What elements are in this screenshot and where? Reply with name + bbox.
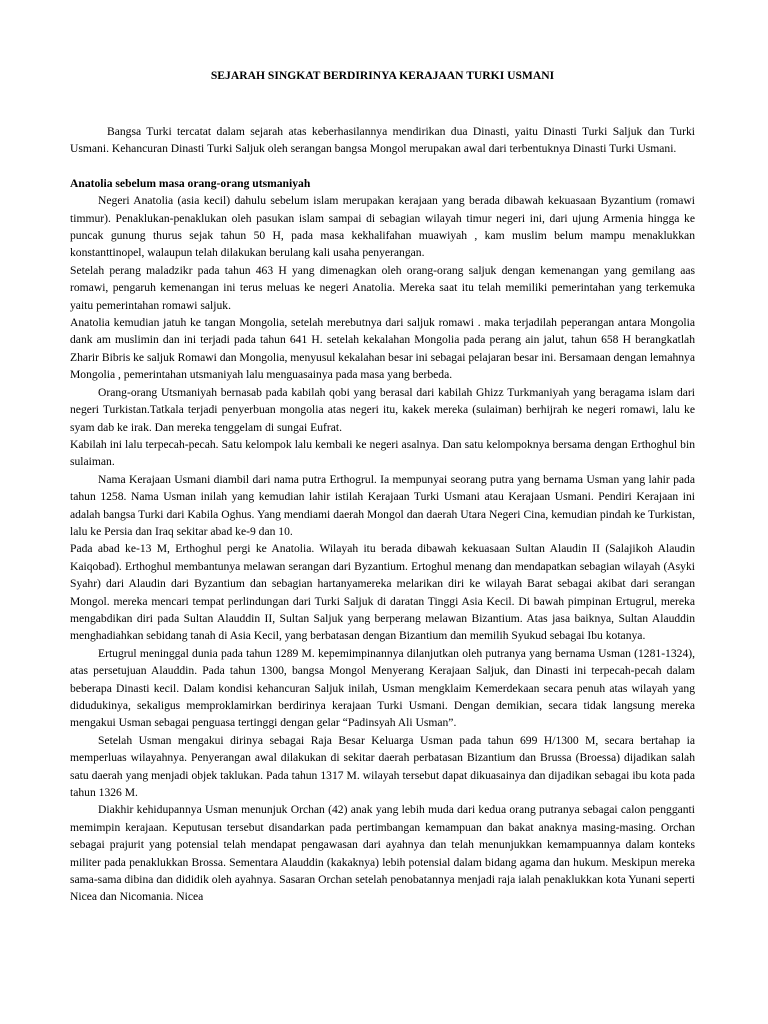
paragraph: Setelah Usman mengakui dirinya sebagai Raja Besar Keluarga Usman pada tahun 699 H/1300 M, secara bertahap ia memperluas wilayahnya. Penyerangan awal dilakukan di sekitar daerah perbatasan Bizantium dan Brussa (Broessa) dijadikan salah satu daerah yang menjadi objek taklukan. Pada tahun 1317 M. wilayah tersebut dapat dikuasainya dan dijadikan sebagai ibu kota pada tahun 1326 M. (70, 733, 695, 800)
paragraph: Negeri Anatolia (asia kecil) dahulu sebelum islam merupakan kerajaan yang berada dibawah kekuasaan Byzantium (romawi timmur). Penaklukan-penaklukan oleh pasukan islam sampai di sebagian wilayah timur negeri ini, dari ujung Armenia hingga ke puncak gunung thurus sejak tahun 50 H, pada masa kekhalifahan muawiyah , kam muslim belum mampu menaklukkan konstanttinopel, walaupun telah dilakukan berulang kali usaha penyerangan. (70, 194, 695, 260)
paragraph: Ertugrul meninggal dunia pada tahun 1289 M. kepemimpinannya dilanjutkan oleh putranya yang bernama Usman (1281-1324), atas persetujuan Alauddin. Pada tahun 1300, bangsa Mongol Menyerang Kerajaan Saljuk, dan Dinasti ini terpecah-pecah dalam beberapa Dinasti kecil. Dalam kondisi kehancuran Saljuk inilah, Usman mengklaim Kemerdekaan secara penuh atas wilayah yang didudukinya, sekaligus memproklamirkan berdirinya kerajaan Turki Usmani. Dengan demikian, secara tidak langsung mereka mengakui Usman sebagai penguasa tertinggi dengan gelar “Padinsyah Ali Usman”. (70, 646, 695, 730)
paragraph: Pada abad ke-13 M, Erthoghul pergi ke Anatolia. Wilayah itu berada dibawah kekuasaan Sultan Alaudin II (Salajikoh Alaudin Kaiqobad). Erthoghul membantunya melawan serangan dari Byzantium. Ertoghul menang dan mendapatkan sebagian wilayah (Asyki Syahr) dari Alaudin dari Byzantium dan sebagian hartanyamereka melarikan diri ke wilayah Barat sebagai akibat dari serangan Mongol. mereka mencari tempat perlindungan dari Turki Saljuk di daratan Tinggi Asia Kecil. Di bawah pimpinan Ertugrul, mereka mengabdikan diri pada Sultan Alauddin II, Sultan Saljuk yang berperang melawan Bizantium. Atas jasa baiknya, Sultan Alauddin menghadiahkan sebidang tanah di Asia Kecil, yang berbatasan dengan Bizantium dan memilih Syukud sebagai Ibu kotanya. (70, 542, 695, 643)
paragraph: Diakhir kehidupannya Usman menunjuk Orchan (42) anak yang lebih muda dari kedua orang putranya sebagai calon pengganti memimpin kerajaan. Keputusan tersebut disandarkan pada pertimbangan kemampuan dan bakat anaknya masing-masing. Orchan sebagai prajurit yang potensial telah mendapat pengawasan dari ayahnya dan telah menunjukkan kemampuannya dalam konteks militer pada penaklukkan Brossa. Sementara Alauddin (kakaknya) lebih potensial dalam bidang agama dan hukum. Meskipun mereka sama-sama dibina dan dididik oleh ayahnya. Sasaran Orchan setelah penobatannya menjadi raja ialah penaklukkan kota Yunani seperti Nicea dan Nicomania. Nicea (70, 803, 695, 904)
paragraph: Anatolia kemudian jatuh ke tangan Mongolia, setelah merebutnya dari saljuk romawi . maka terjadilah peperangan antara Mongolia dank am muslimin dan ini terjadi pada tahun 641 H. setelah kekalahan Mongolia pada perang ain jalut, tahun 658 H berangkatlah Zharir Bibris ke saljuk Romawi dan Mongolia, menyusul kekalahan besar ini sebagai pelajaran besar ini. Bersamaan dengan lemahnya Mongolia , pemerintahan utsmaniyah lalu menguasainya pada masa yang berbeda. (70, 316, 695, 382)
paragraph: Orang-orang Utsmaniyah bernasab pada kabilah qobi yang berasal dari kabilah Ghizz Turkmaniyah yang beragama islam dari negeri Turkistan.Tatkala terjadi penyerbuan mongolia atas negeri itu, kakek mereka (sulaiman) berhijrah ke negeri romawi, lalu ke syam dab ke irak. Dan mereka tenggelam di sungai Eufrat. (70, 385, 695, 434)
document-title: SEJARAH SINGKAT BERDIRINYA KERAJAAN TURKI USMANI (210, 69, 555, 82)
section-heading: Anatolia sebelum masa orang-orang utsmaniyah (70, 176, 311, 190)
spacer (70, 158, 695, 175)
intro-paragraph: Bangsa Turki tercatat dalam sejarah atas keberhasilannya mendirikan dua Dinasti, yaitu Dinasti Turki Saljuk dan Turki Usmani. Kehancuran Dinasti Turki Saljuk oleh serangan bangsa Mongol merupakan awal dari terbentuknya Dinasti Turki Usmani. (70, 125, 695, 156)
paragraph: Setelah perang maladzikr pada tahun 463 H yang dimenagkan oleh orang-orang saljuk dengan kemenangan yang gemilang aas romawi, pengaruh kemenangan ini terus meluas ke negeri Anatolia. Mereka saat itu telah memiliki pemerintahan yang terkemuka yaitu pemerintahan romawi saljuk. (70, 263, 695, 312)
paragraph: Nama Kerajaan Usmani diambil dari nama putra Erthogrul. Ia mempunyai seorang putra yang bernama Usman yang lahir pada tahun 1258. Nama Usman inilah yang kemudian lahir istilah Kerajaan Turki Usmani atau Kerajaan Usmani. Pendiri Kerajaan ini adalah bangsa Turki dari Kabila Oghus. Yang mendiami daerah Mongol dan daerah Utara Negeri Cina, kemudian pindah ke Turkistan, lalu ke Persia dan Iraq sekitar abad ke-9 dan 10. (70, 472, 695, 538)
paragraph: Kabilah ini lalu terpecah-pecah. Satu kelompok lalu kembali ke negeri asalnya. Dan satu kelompoknya bersama dengan Erthoghul bin sulaiman. (70, 437, 695, 469)
